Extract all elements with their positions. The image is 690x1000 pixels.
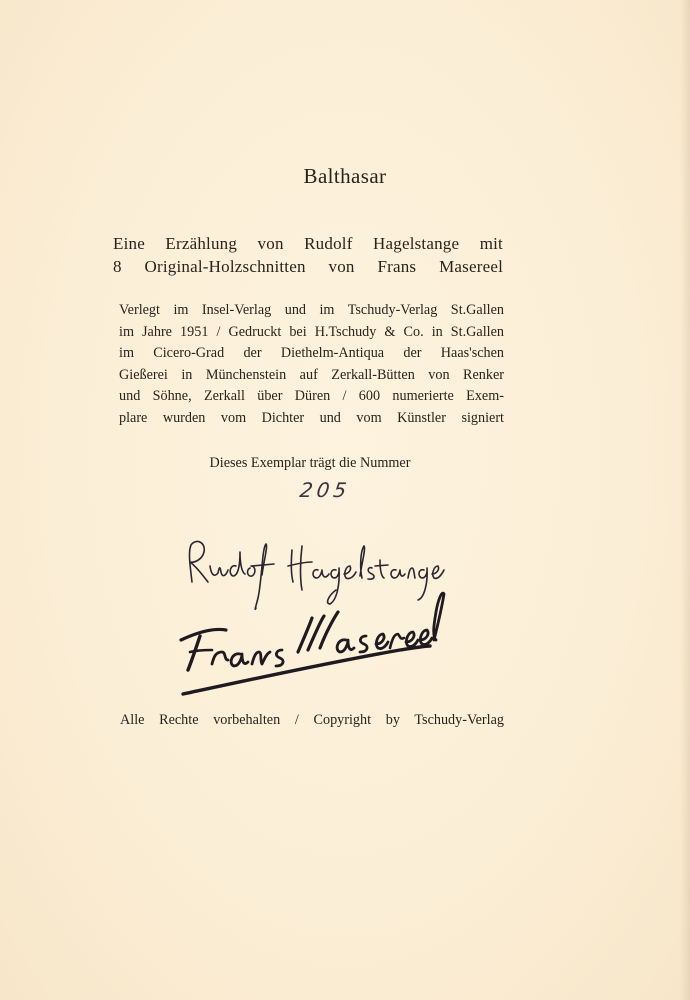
artist-signature: [181, 593, 444, 694]
copy-number-label: Dieses Exemplar trägt die Nummer: [209, 455, 411, 471]
handwritten-copy-number: 205: [298, 478, 352, 502]
rights-notice: Alle Rechte vorbehalten / Copyright by Tschudy-Verlag: [120, 712, 504, 728]
colophon-line: Gießerei in Münchenstein auf Zerkall-Bütten von Renker: [119, 366, 504, 383]
author-signature: [189, 541, 444, 609]
colophon-line: im Jahre 1951 / Gedruckt bei H.Tschudy & Co. in St.Gallen: [119, 323, 504, 340]
colophon-line: plare wurden vom Dichter und vom Künstler signiert: [119, 409, 504, 426]
colophon-line: und Söhne, Zerkall über Düren / 600 numerierte Exem-: [119, 388, 504, 405]
book-title: Balthasar: [303, 164, 387, 188]
colophon-line: Verlegt im Insel-Verlag und im Tschudy-Verlag St.Gallen: [119, 302, 504, 318]
subtitle-line: 8 Original-Holzschnitten von Frans Masereel: [113, 257, 503, 276]
subtitle-line: Eine Erzählung von Rudolf Hagelstange mit: [113, 234, 503, 253]
colophon-line: im Cicero-Grad der Diethelm-Antiqua der Haas'schen: [119, 345, 504, 362]
